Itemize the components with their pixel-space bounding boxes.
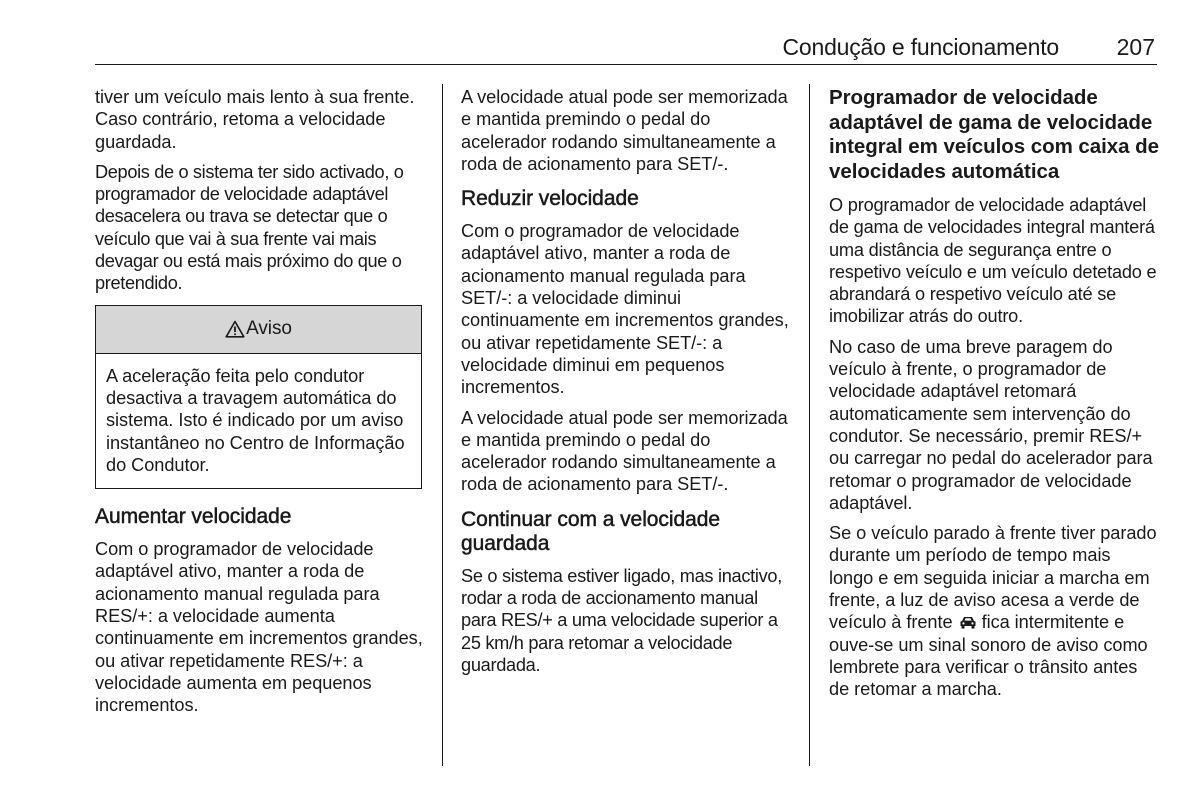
warning-triangle-icon [225, 320, 245, 338]
section-title: Condução e funcionamento [782, 34, 1059, 60]
heading-increase-speed: Aumentar velocidade [95, 505, 292, 529]
page-number: 207 [1116, 34, 1155, 60]
heading-full-range-acc: Programador de velocidade adaptável de gama de velocidade integral em veículos com caixa de velocidades automática [829, 86, 1159, 183]
column-divider [442, 84, 443, 766]
heading-continue-speed: Continuar com a velocidade guardada [461, 507, 721, 555]
warning-text: A aceleração feita pelo condutor desactiva a travagem automática do sistema. Isto é indicado por um aviso instantâneo no Centro de Informação do Condutor. [106, 365, 405, 475]
paragraph: O programador de velocidade adaptável de gama de velocidades integral manterá uma distância de segurança entre o respetivo veículo e um veículo detetado e abrandará o respetivo veículo até se imobilizar atrás do outro. [829, 195, 1157, 327]
column-divider [809, 84, 810, 766]
paragraph: tiver um veículo mais lento à sua frente. Caso contrário, retoma a velocidade guardada. [95, 87, 415, 152]
paragraph: Com o programador de velocidade adaptável ativo, manter a roda de acionamento manual regulada para RES/+: a velocidade aumenta continuamente em incrementos grandes, ou ativar repetidamente RES/+: a velocidade aumenta em pequenos incrementos. [95, 539, 423, 716]
paragraph: A velocidade atual pode ser memorizada e mantida premindo o pedal do acelerador rodando simultaneamente a roda de acionamento para SET/-. [461, 87, 788, 174]
warning-box [95, 305, 422, 489]
heading-reduce-speed: Reduzir velocidade [461, 187, 639, 211]
paragraph: A velocidade atual pode ser memorizada e mantida premindo o pedal do acelerador rodando simultaneamente a roda de acionamento para SET/-. [461, 407, 788, 495]
column-left [95, 86, 425, 725]
paragraph-text: Se o veículo parado à frente tiver parado durante um período de tempo mais longo e em seguida iniciar a marcha em frente, a luz de aviso acesa a verde de veículo à frente [829, 523, 1157, 633]
warning-header [96, 306, 421, 354]
column-middle [461, 86, 791, 684]
paragraph [829, 522, 1159, 700]
page-header [95, 34, 1157, 65]
paragraph: Se o sistema estiver ligado, mas inactivo, rodar a roda de accionamento manual para RES/+ a uma velocidade superior a 25 km/h para retomar a velocidade guardada. [461, 565, 782, 675]
paragraph: Com o programador de velocidade adaptável ativo, manter a roda de acionamento manual regulada para SET/-: a velocidade diminui continuamente em incrementos grandes, ou ativar repetidamente SET/-: a velocidade diminui em pequenos incrementos. [461, 221, 789, 398]
paragraph: No caso de uma breve paragem do veículo à frente, o programador de velocidade adaptável retomará automaticamente sem intervenção do condutor. Se necessário, premir RES/+ ou carregar no pedal do acelerador para retomar o programador de velocidade adaptável. [829, 336, 1153, 513]
paragraph-text: fica intermitente e ouve-se um sinal sonoro de aviso como lembrete para verificar o trânsito antes de retomar a marcha. [829, 612, 1148, 700]
paragraph: Depois de o sistema ter sido activado, o programador de velocidade adaptável desacelera ou trava se detectar que o veículo que vai à sua frente vai mais devagar ou está mais próximo do que o pretendido. [95, 161, 404, 294]
vehicle-ahead-icon [959, 615, 977, 629]
warning-title: Aviso [246, 318, 292, 340]
column-right [829, 86, 1159, 709]
